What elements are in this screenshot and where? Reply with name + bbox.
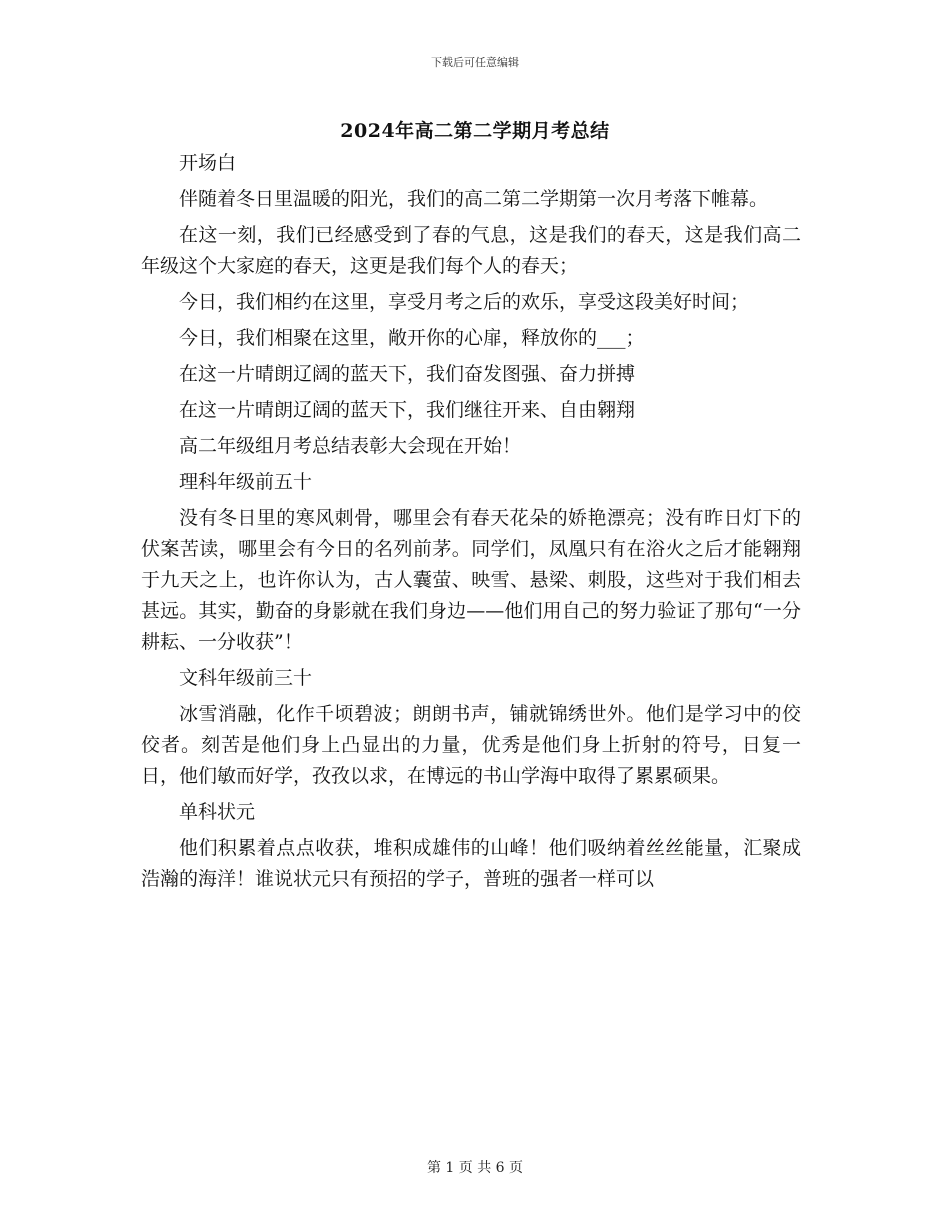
section-heading-opening: 开场白: [179, 152, 237, 174]
document-body: [141, 148, 801, 900]
paragraph: 高二年级组月考总结表彰大会现在开始！: [179, 435, 522, 457]
document-title: 2024年高二第二学期月考总结: [340, 120, 610, 142]
paragraph: 伴随着冬日里温暖的阳光，我们的高二第二学期第一次月考落下帷幕。: [179, 188, 769, 210]
page-footer-number: 第 1 页 共 6 页: [426, 1160, 524, 1176]
paragraph: 今日，我们相聚在这里，敞开你的心扉，释放你的___；: [179, 327, 645, 349]
section-heading-arts-top30: 文科年级前三十: [179, 667, 313, 689]
section-heading-subject-champion: 单科状元: [179, 801, 256, 823]
paragraph: 冰雪消融，化作千顷碧波；朗朗书声，铺就锦绣世外。他们是学习中的佼佼者。刻苦是他们身上凸显出的力量，优秀是他们身上折射的符号，日复一日，他们敏而好学，孜孜以求，在博远的书山学海中取得了累累硕果。: [141, 703, 801, 787]
section-heading-science-top50: 理科年级前五十: [179, 471, 313, 493]
paragraph: 在这一刻，我们已经感受到了春的气息，这是我们的春天，这是我们高二年级这个大家庭的春天，这更是我们每个人的春天；: [141, 224, 801, 277]
paragraph: 在这一片晴朗辽阔的蓝天下，我们继往开来、自由翱翔: [179, 399, 636, 421]
paragraph: 今日，我们相约在这里，享受月考之后的欢乐，享受这段美好时间；: [179, 291, 750, 313]
paragraph: 没有冬日里的寒风刺骨，哪里会有春天花朵的娇艳漂亮；没有昨日灯下的伏案苦读，哪里会有今日的名列前茅。同学们，凤凰只有在浴火之后才能翱翔于九天之上，也许你认为，古人囊萤、映雪、悬梁、刺股，这些对于我们相去甚远。其实，勤奋的身影就在我们身边——他们用自己的努力验证了那句“一分耕耘、一分收获”！: [141, 507, 801, 653]
paragraph: 他们积累着点点收获，堆积成雄伟的山峰！他们吸纳着丝丝能量，汇聚成浩瀚的海洋！谁说状元只有预招的学子，普班的强者一样可以: [141, 837, 801, 890]
page-header-note: 下载后可任意编辑: [431, 56, 519, 69]
paragraph: 在这一片晴朗辽阔的蓝天下，我们奋发图强、奋力拼搏: [179, 363, 636, 385]
